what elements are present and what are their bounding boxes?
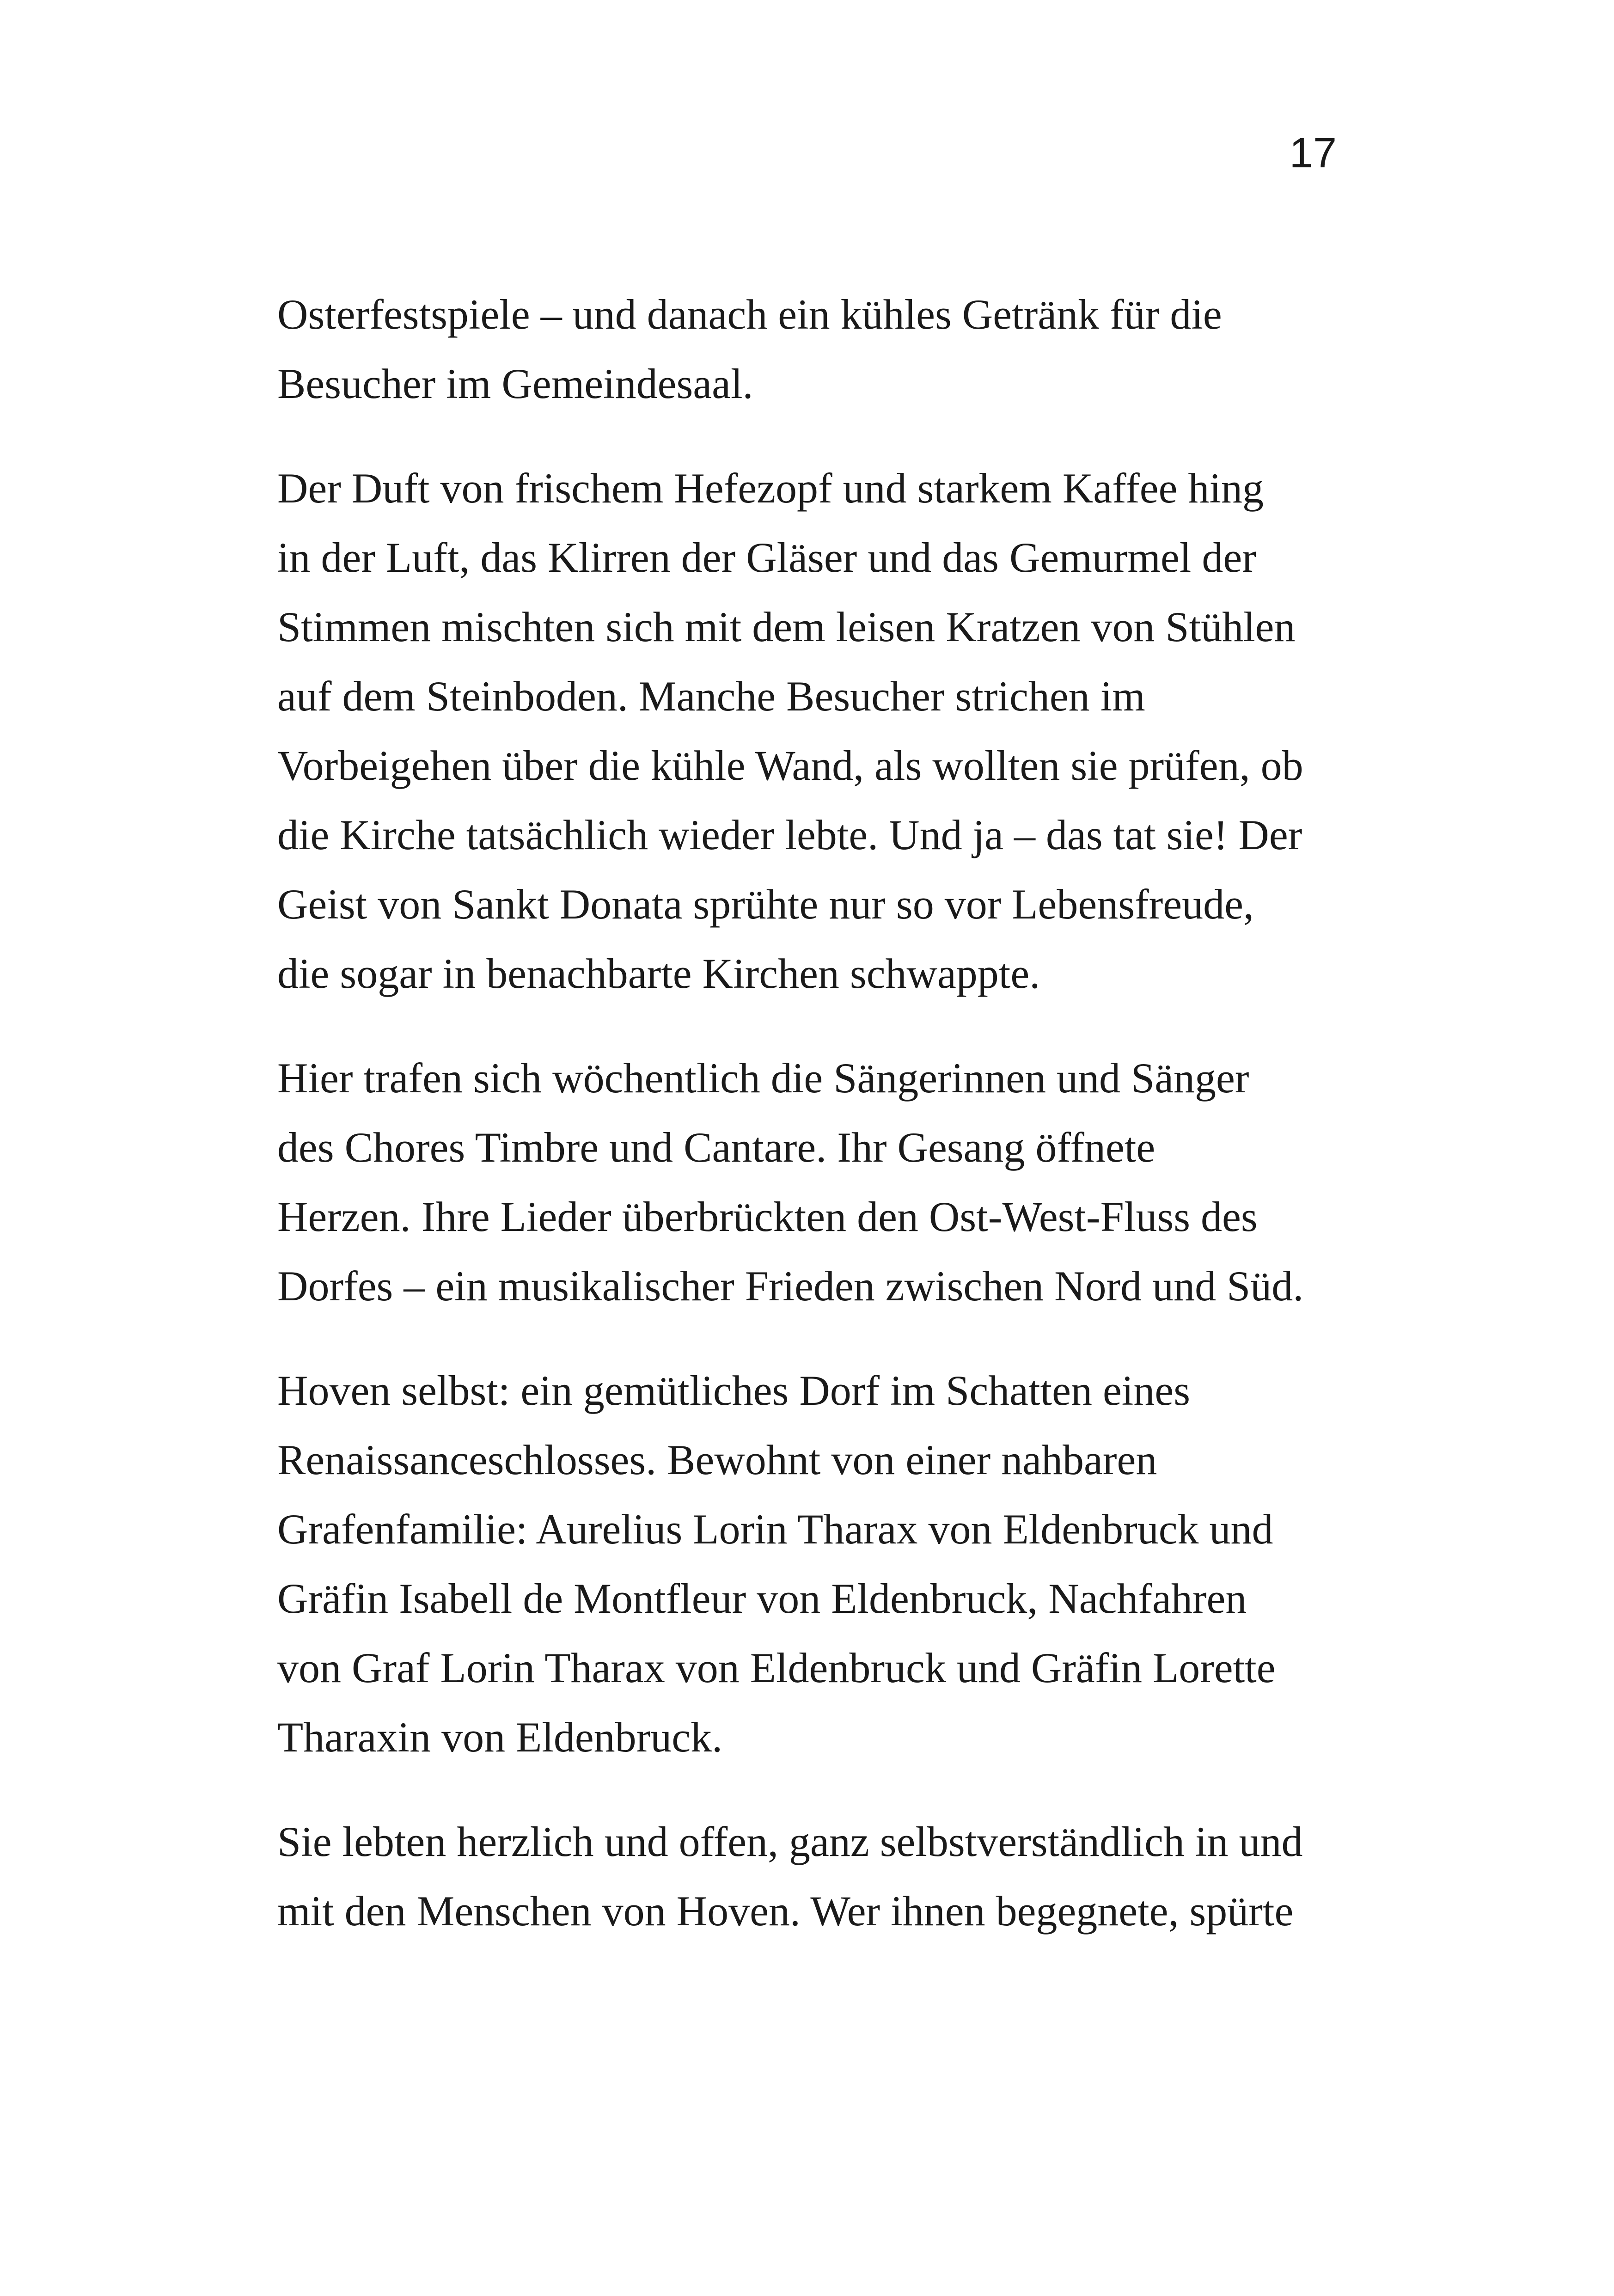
paragraph [277,1807,1354,1946]
text-line: Renaissanceschlosses. Bewohnt von einer nahbaren [277,1436,1157,1483]
page-number: 17 [1289,129,1337,177]
text-line: von Graf Lorin Tharax von Eldenbruck und Gräfin Lorette [277,1644,1276,1691]
text-line: die sogar in benachbarte Kirchen schwappte. [277,950,1040,997]
text-line: Dorfes – ein musikalischer Frieden zwischen Nord und Süd. [277,1262,1304,1310]
text-line: Vorbeigehen über die kühle Wand, als wollten sie prüfen, ob [277,742,1303,789]
text-line: Sie lebten herzlich und offen, ganz selbstverständlich in und [277,1818,1303,1865]
text-line: die Kirche tatsächlich wieder lebte. Und ja – das tat sie! Der [277,811,1302,858]
text-line: Der Duft von frischem Hefezopf und starkem Kaffee hing [277,465,1264,512]
text-line: Osterfestspiele – und danach ein kühles Getränk für die [277,291,1222,338]
paragraph [277,1356,1354,1772]
text-line: Geist von Sankt Donata sprühte nur so vor Lebensfreude, [277,881,1254,928]
text-line: in der Luft, das Klirren der Gläser und das Gemurmel der [277,534,1256,581]
text-line: auf dem Steinboden. Manche Besucher strichen im [277,673,1145,720]
paragraph [277,280,1354,418]
body-text [277,280,1354,1981]
text-line: Gräfin Isabell de Montfleur von Eldenbruck, Nachfahren [277,1575,1247,1622]
text-line: Hier trafen sich wöchentlich die Sängerinnen und Sänger [277,1054,1249,1102]
text-line: Besucher im Gemeindesaal. [277,360,753,407]
text-line: Stimmen mischten sich mit dem leisen Kratzen von Stühlen [277,603,1296,650]
text-line: Grafenfamilie: Aurelius Lorin Tharax von Eldenbruck und [277,1506,1273,1553]
text-line: des Chores Timbre und Cantare. Ihr Gesang öffnete [277,1124,1155,1171]
text-line: Herzen. Ihre Lieder überbrückten den Ost-West-Fluss des [277,1193,1258,1240]
paragraph [277,1043,1354,1321]
text-line: Tharaxin von Eldenbruck. [277,1714,723,1761]
text-line: Hoven selbst: ein gemütliches Dorf im Schatten eines [277,1367,1190,1414]
paragraph [277,453,1354,1008]
text-line: mit den Menschen von Hoven. Wer ihnen begegnete, spürte [277,1887,1294,1935]
